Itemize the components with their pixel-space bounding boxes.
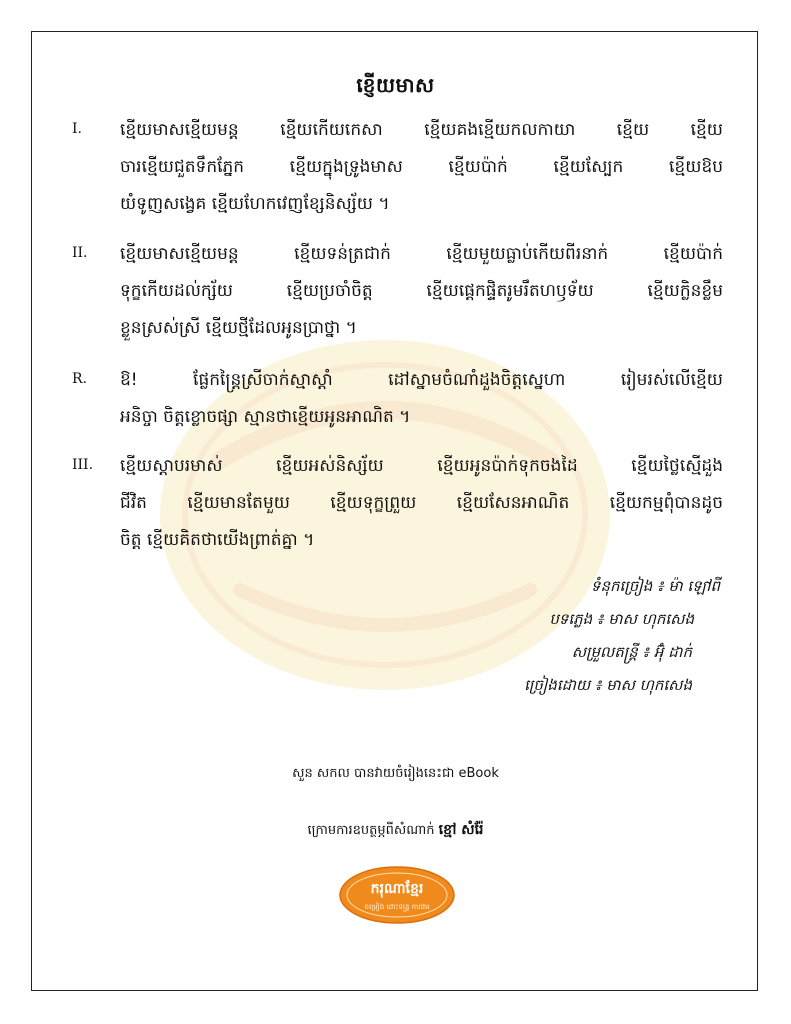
sponsor-name: ខ្មៅ សំរ៉ែ [438, 822, 484, 838]
credit-melody: បទភ្លេង ៖ មាស ហុកសេង [549, 610, 694, 628]
verse-line: ខ្លួនស្រស់ស្រី ខ្មើយថ្មីដែលអូនប្រាថ្នា ។ [120, 318, 357, 338]
verse-number: III. [72, 457, 94, 473]
verse-line: យំទូញសង្វេគ ខ្មើយហែកវេញខ្សែនិស្ស័យ ។ [120, 194, 390, 214]
verse-line: ឱ! ផ្លែកន្ត្រៃស្រីចាក់ស្មាស្តាំ ដៅស្នាមចំណាំដួងចិត្តស្នេហា រៀមរស់លើខ្មើយ [120, 370, 723, 390]
karuna-khmer-logo [339, 866, 455, 924]
verse-line: ខ្មើយមាសខ្មើយមន្ត ខ្មើយកើយកេសា ខ្មើយគងខ្មើយកលកាយា ខ្មើយ ខ្មើយ [120, 120, 723, 140]
verse-line: ខ្មើយស្តាបរមាស់ ខ្មើយអស់និស្ស័យ ខ្មើយអូនប៉ាក់ទុកចងដៃ ខ្មើយថ្លៃស្មើដួង [120, 456, 723, 476]
verse-line: ខ្មើយមាសខ្មើយមន្ត ខ្មើយទន់ត្រជាក់ ខ្មើយមួយធ្លាប់កើយពីរនាក់ ខ្មើយប៉ាក់ [120, 244, 723, 264]
ebook-note: សួន សកល បានវាយចំរៀងនេះជា eBook [292, 766, 499, 781]
verse-number: II. [72, 245, 88, 261]
logo-main-text: ករុណាខ្មែរ [370, 881, 424, 897]
sponsor-prefix: ក្រោមការឧបត្ថម្ភពីសំណាក់ [307, 823, 435, 838]
verse-line: អនិច្ចា ចិត្តខ្លោចផ្សា ស្មានថាខ្មើយអូនអាណិត ។ [120, 407, 411, 427]
verse-line: ចិត្ត ខ្មើយគិតថាយើងព្រាត់គ្នា ។ [120, 530, 315, 550]
song-credits [380, 570, 720, 702]
sponsor-note [0, 820, 791, 841]
credit-lyrics: ទំនុកច្រៀង ៖ ម៉ា ឡៅពី [590, 577, 720, 595]
verse-line: ចារខ្មើយជួតទឹកភ្នែក ខ្មើយក្នុងទ្រូងមាស ខ្មើយប៉ាក់ ខ្មើយស្បែក ខ្មើយឱប [120, 157, 723, 177]
credit-arrangement: សម្រួលតន្ត្រី ៖ អ៊ុំ ដាក់ [571, 643, 692, 661]
logo-sub-text: ចម្រៀង ដោះទន្ទ្រ ការងារ [364, 903, 430, 911]
verse-number: R. [72, 371, 87, 387]
verse-line: ជីវិត ខ្មើយមានតែមួយ ខ្មើយទុក្ខព្រួយ ខ្មើយសែនអាណិត ខ្មើយកម្មពុំបានដូច [120, 493, 723, 513]
verse-number: I. [72, 121, 82, 137]
verse-line: ទុក្ខកើយដល់ក្ស័យ ខ្មើយប្រចាំចិត្ត ខ្មើយផ្តេកផ្ទិតរូមរឹតហឫទ័យ ខ្មើយក្លិនខ្លឹម [120, 281, 723, 301]
credit-singer: ច្រៀងដោយ ៖ មាស ហុកសេង [524, 676, 692, 694]
song-title: ខ្ញើយមាស [356, 73, 435, 97]
